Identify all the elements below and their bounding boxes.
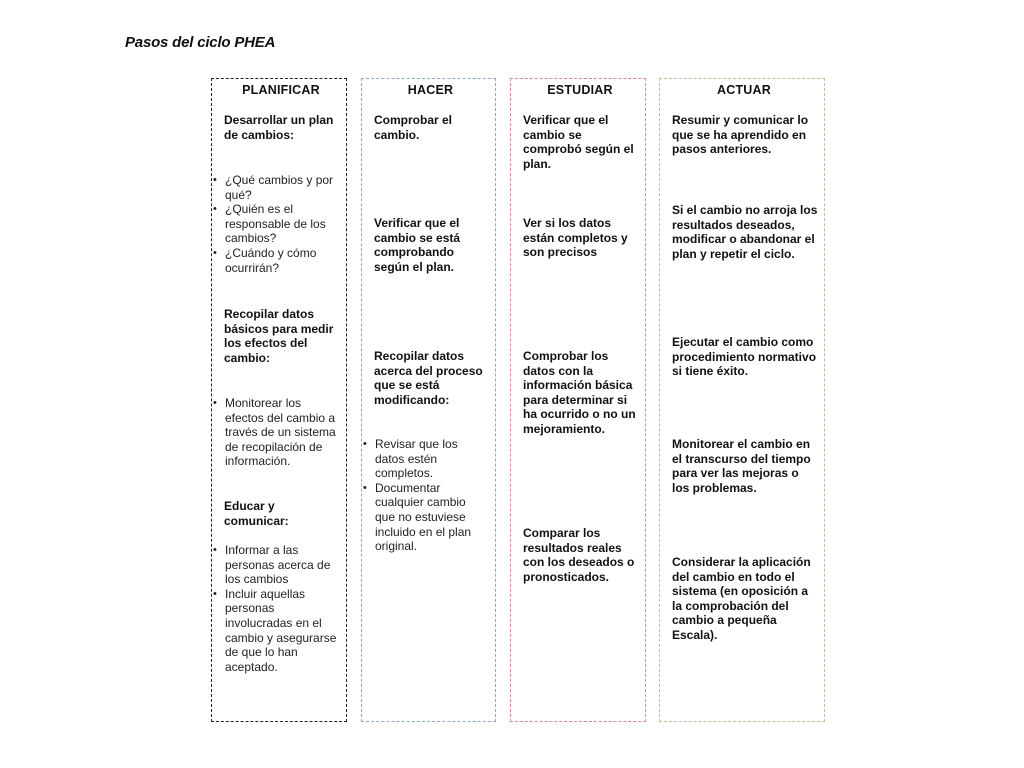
actuar-step-2: Si el cambio no arroja los resultados deseados, modificar o abandonar el plan y repetir el ciclo. [672,203,818,261]
estudiar-step-2: Ver si los datos están completos y son precisos [523,216,628,260]
hacer-step-3: Recopilar datos acerca del proceso que se está modificando: [374,349,483,407]
actuar-step-1: Resumir y comunicar lo que se ha aprendido en pasos anteriores. [672,113,809,157]
column-actuar [659,78,825,722]
plan-bullets-questions [212,173,340,275]
list-item: • Incluir aquellas personas involucradas en el cambio y asegurarse de que lo han aceptado. [212,587,340,675]
hacer-step-1: Comprobar el cambio. [374,113,453,142]
estudiar-step-1: Verificar que el cambio se comprobó según el plan. [523,113,634,171]
estudiar-step-4: Comparar los resultados reales con los deseados o pronosticados. [523,526,635,584]
list-item: • ¿Qué cambios y por qué? [212,173,340,202]
list-item: • ¿Quién es el responsable de los cambios? [212,202,340,246]
plan-bullets-monitor [212,396,340,469]
list-item: • ¿Cuándo y cómo ocurrirán? [212,246,340,275]
column-hacer [361,78,496,722]
estudiar-step-3: Comprobar los datos con la información básica para determinar si ha ocurrido o no un mejoramiento. [523,349,636,436]
hacer-step-2: Verificar que el cambio se está comprobando según el plan. [374,216,461,274]
list-item: • Documentar cualquier cambio que no estuviese incluido en el plan original. [362,481,489,554]
column-header-planificar: PLANIFICAR [242,83,320,97]
column-header-estudiar: ESTUDIAR [547,83,613,97]
actuar-step-4: Monitorear el cambio en el transcurso del tiempo para ver las mejoras o los problemas. [672,437,811,495]
actuar-step-5: Considerar la aplicación del cambio en todo el sistema (en oposición a la comprobación del cambio a pequeña Escala). [672,555,811,642]
list-item: • Monitorear los efectos del cambio a través de un sistema de recopilación de información. [212,396,340,469]
actuar-step-3: Ejecutar el cambio como procedimiento normativo si tiene éxito. [672,335,817,379]
plan-step-educate: Educar y comunicar: [224,499,289,528]
hacer-bullets [362,437,489,554]
column-planificar [211,78,347,722]
plan-bullets-inform [212,543,340,674]
plan-step-collect: Recopilar datos básicos para medir los efectos del cambio: [224,307,334,365]
column-estudiar [510,78,646,722]
list-item: • Informar a las personas acerca de los cambios [212,543,340,587]
page-title: Pasos del ciclo PHEA [125,34,276,51]
column-header-hacer: HACER [407,83,454,97]
plan-step-develop: Desarrollar un plan de cambios: [224,113,334,142]
list-item: • Revisar que los datos estén completos. [362,437,489,481]
column-header-actuar: ACTUAR [717,83,771,97]
